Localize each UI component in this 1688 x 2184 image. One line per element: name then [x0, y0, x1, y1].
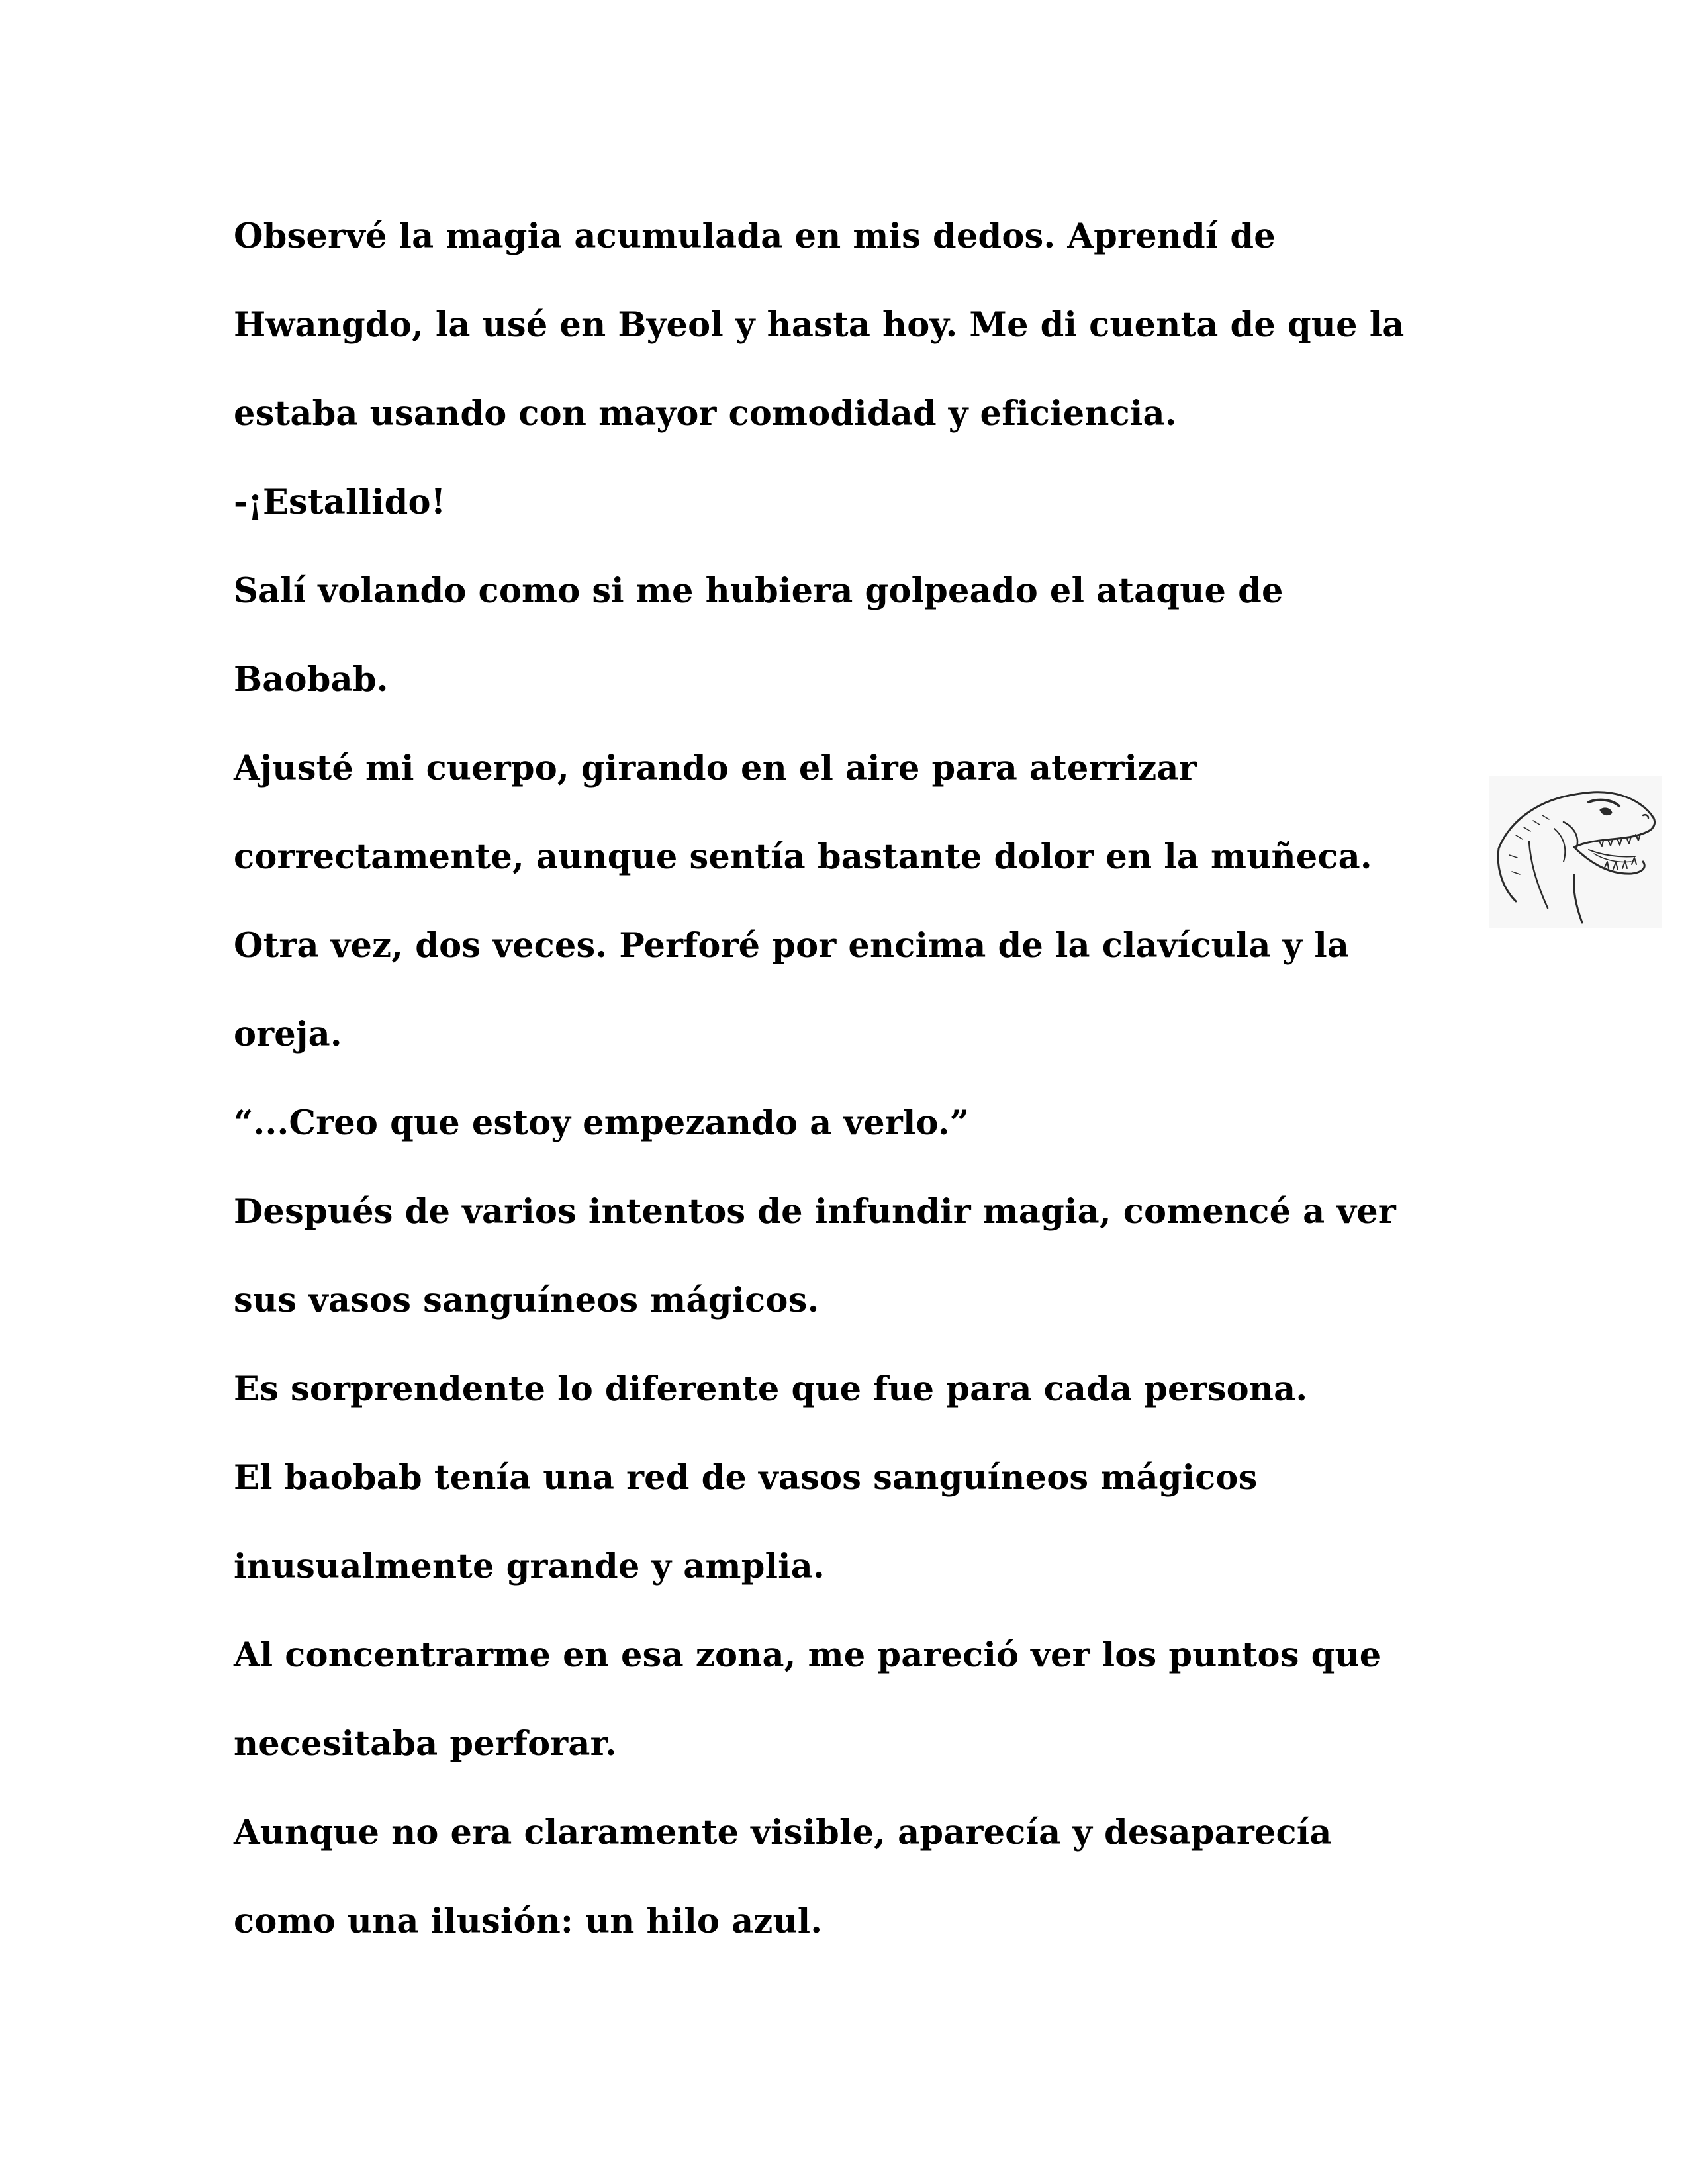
text-line: sus vasos sanguíneos mágicos.: [234, 1281, 820, 1320]
text-line: -¡Estallido!: [234, 482, 446, 522]
text-line: El baobab tenía una red de vasos sanguíneos mágicos: [234, 1458, 1258, 1498]
text-line: estaba usando con mayor comodidad y eficiencia.: [234, 394, 1177, 433]
text-line: Ajusté mi cuerpo, girando en el aire para aterrizar: [234, 749, 1197, 788]
text-line: oreja.: [234, 1015, 342, 1054]
text-line: Baobab.: [234, 660, 389, 700]
text-line: Hwangdo, la usé en Byeol y hasta hoy. Me di cuenta de que la: [234, 305, 1405, 345]
text-line: como una ilusión: un hilo azul.: [234, 1901, 823, 1941]
body-text: [234, 192, 1438, 1966]
text-line: Aunque no era claramente visible, aparecía y desaparecía: [234, 1813, 1332, 1852]
text-line: Es sorprendente lo diferente que fue para cada persona.: [234, 1369, 1308, 1409]
text-line: Salí volando como si me hubiera golpeado el ataque de: [234, 571, 1284, 611]
text-line: Después de varios intentos de infundir magia, comencé a ver: [234, 1192, 1396, 1232]
text-line: “...Creo que estoy empezando a verlo.”: [234, 1103, 970, 1143]
text-line: Observé la magia acumulada en mis dedos. Aprendí de: [234, 216, 1276, 256]
text-line: inusualmente grande y amplia.: [234, 1547, 825, 1586]
dinosaur-head-sketch-icon: [1489, 776, 1662, 928]
text-line: correctamente, aunque sentía bastante dolor en la muñeca.: [234, 837, 1372, 877]
text-line: Otra vez, dos veces. Perforé por encima de la clavícula y la: [234, 926, 1350, 966]
text-line: necesitaba perforar.: [234, 1724, 617, 1764]
text-line: Al concentrarme en esa zona, me pareció ver los puntos que: [234, 1635, 1382, 1675]
